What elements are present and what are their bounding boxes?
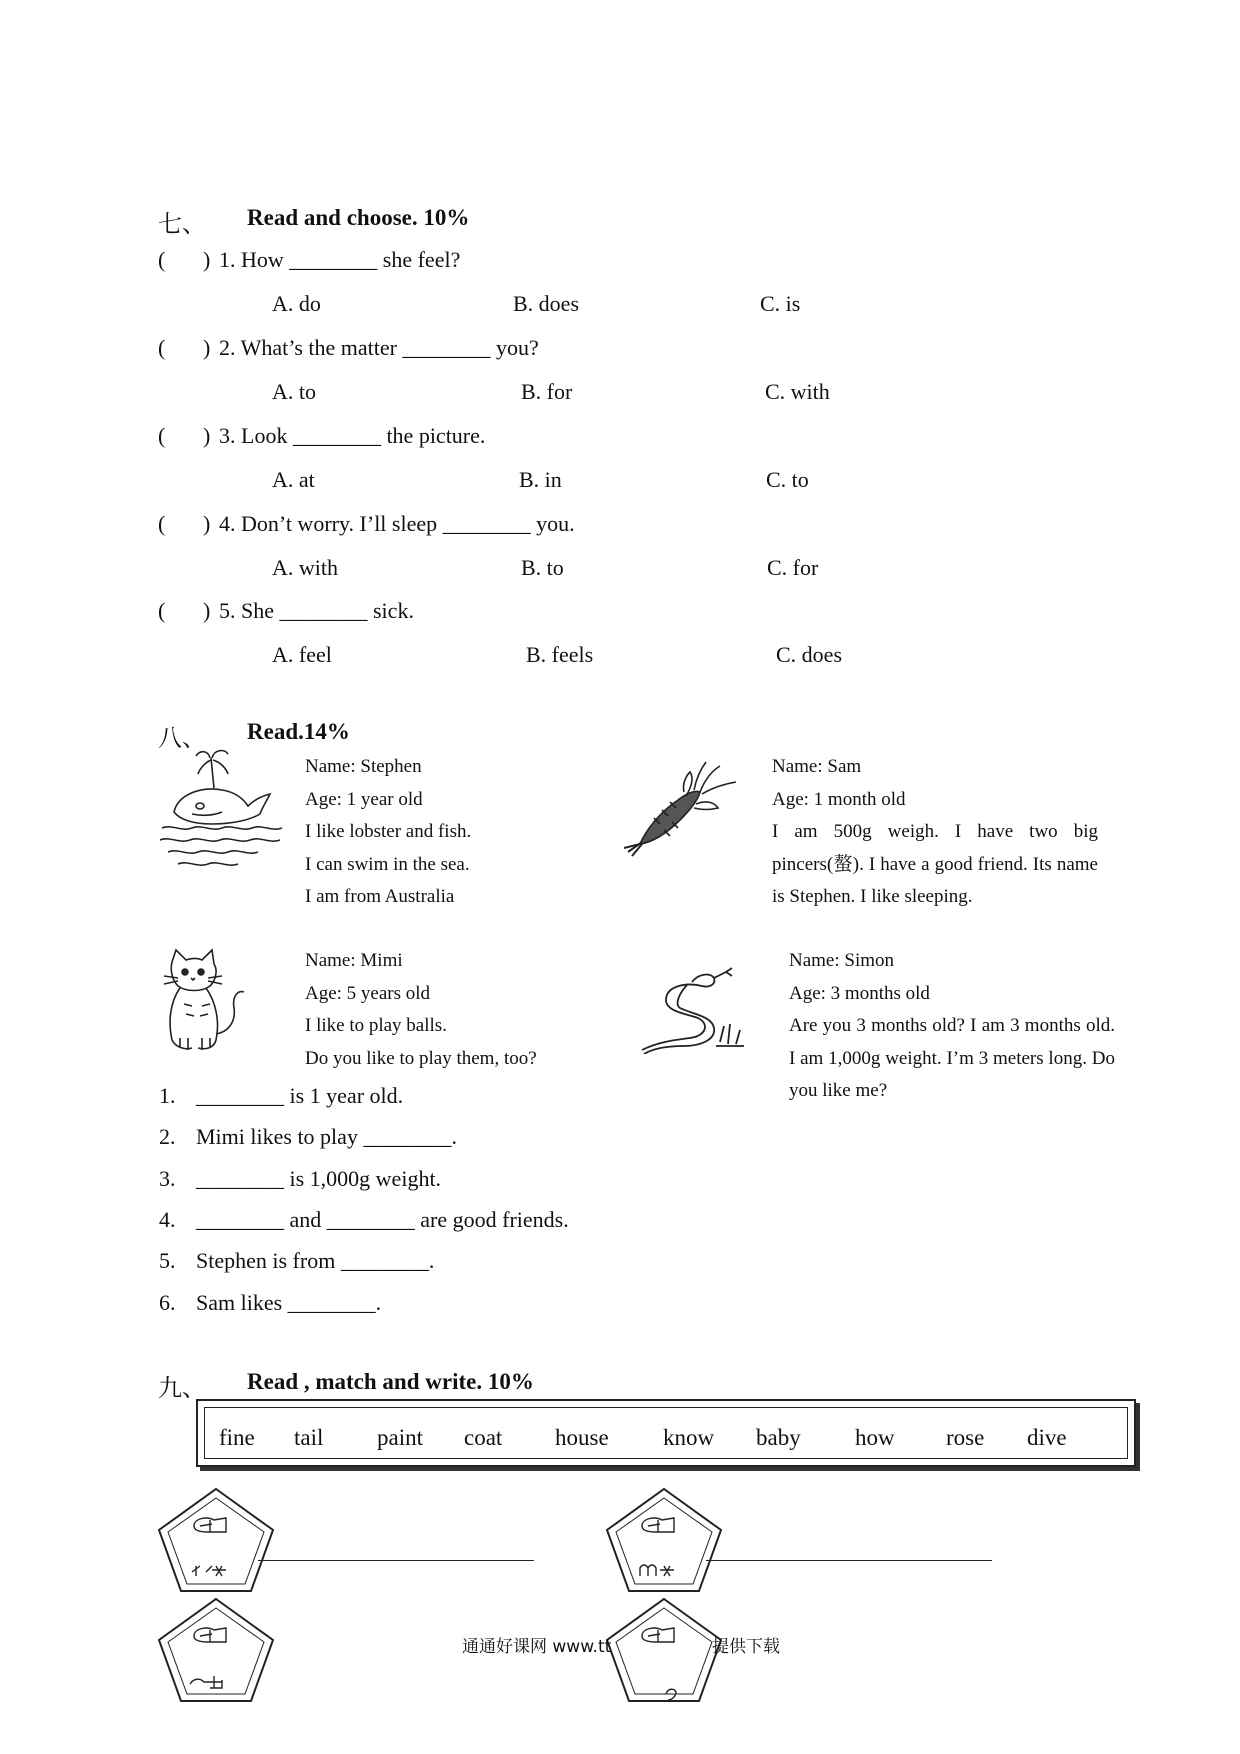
q4-text: 4. Don’t worry. I’ll sleep ________ you. — [219, 511, 575, 536]
q2-text: 2. What’s the matter ________ you? — [219, 335, 539, 360]
mimi-question: Do you like to play them, too? — [305, 1047, 537, 1069]
q2-option-a: A. to — [272, 379, 316, 404]
word-how: how — [855, 1425, 895, 1450]
fill-5-number: 5. — [159, 1248, 176, 1273]
fill-5-text: Stephen is from ________. — [196, 1248, 435, 1273]
lobster-image — [620, 760, 740, 860]
simon-name: Name: Simon — [789, 950, 895, 971]
q1-option-c: C. is — [760, 291, 801, 316]
q5-option-c: C. does — [776, 642, 842, 667]
fill-3-number: 3. — [159, 1166, 176, 1191]
sam-name: Name: Sam — [772, 756, 862, 777]
fill-1-number: 1. — [159, 1083, 176, 1108]
word-coat: coat — [464, 1425, 503, 1450]
q3-option-b: B. in — [519, 467, 562, 492]
q5-option-b: B. feels — [526, 642, 594, 667]
q2-option-b: B. for — [521, 379, 573, 404]
section-7-title: Read and choose. 10% — [247, 205, 470, 230]
q1-close-paren: ) — [203, 247, 211, 272]
word-baby: baby — [756, 1425, 801, 1450]
q4-open-paren: ( — [158, 511, 166, 536]
word-paint: paint — [377, 1425, 423, 1450]
q4-option-c: C. for — [767, 555, 819, 580]
section-9-title: Read , match and write. 10% — [247, 1369, 534, 1394]
pentagon-3 — [156, 1596, 276, 1704]
card-simon — [789, 945, 930, 1010]
q2-open-paren: ( — [158, 335, 166, 360]
sam-age: Age: 1 month old — [772, 788, 906, 810]
q5-open-paren: ( — [158, 598, 166, 623]
pentagon-2 — [604, 1486, 724, 1594]
q1-text: 1. How ________ she feel? — [219, 247, 461, 272]
q1-open-paren: ( — [158, 247, 166, 272]
cat-image — [158, 948, 250, 1056]
q5-option-a: A. feel — [272, 642, 332, 667]
q4-close-paren: ) — [203, 511, 211, 536]
section-9-number: 九、 — [158, 1376, 206, 1402]
answer-line-1[interactable] — [258, 1560, 534, 1561]
q5-close-paren: ) — [203, 598, 211, 623]
pentagon-4 — [604, 1596, 724, 1704]
section-8-title: Read.14% — [247, 719, 350, 744]
q2-close-paren: ) — [203, 335, 211, 360]
mimi-name: Name: Mimi — [305, 950, 403, 971]
mimi-age: Age: 5 years old — [305, 982, 431, 1004]
simon-description: Are you 3 months old? I am 3 months old. I am 1,000g weight. I’m 3 meters long. Do you like me? — [789, 1015, 1115, 1101]
q5-text: 5. She ________ sick. — [219, 598, 414, 623]
section-7-number: 七、 — [158, 212, 206, 238]
q3-option-a: A. at — [272, 467, 315, 492]
q3-open-paren: ( — [158, 423, 166, 448]
card-stephen — [305, 751, 471, 914]
card-mimi — [305, 945, 537, 1075]
stephen-name: Name: Stephen — [305, 756, 422, 777]
word-dive: dive — [1027, 1425, 1067, 1450]
q3-option-c: C. to — [766, 467, 809, 492]
q1-option-a: A. do — [272, 291, 321, 316]
q1-option-b: B. does — [513, 291, 579, 316]
q4-option-b: B. to — [521, 555, 564, 580]
sam-description: I am 500g weigh. I have two big pincers(螯). I have a good friend. Its name is Stephen. I like sleeping. — [772, 821, 1098, 907]
fill-4-text: ________ and ________ are good friends. — [196, 1207, 569, 1232]
answer-line-2[interactable] — [706, 1560, 992, 1561]
q4-option-a: A. with — [272, 555, 338, 580]
stephen-swim: I can swim in the sea. — [305, 853, 470, 875]
stephen-age: Age: 1 year old — [305, 788, 423, 810]
stephen-from: I am from Australia — [305, 886, 455, 907]
fill-1-text: ________ is 1 year old. — [196, 1083, 404, 1108]
q3-close-paren: ) — [203, 423, 211, 448]
pentagon-1 — [156, 1486, 276, 1594]
fill-2-text: Mimi likes to play ________. — [196, 1124, 457, 1149]
footer-source-text: 通通好课网 www.tt — [462, 1637, 612, 1657]
fill-6-text: Sam likes ________. — [196, 1290, 382, 1315]
word-rose: rose — [946, 1425, 985, 1450]
card-sam — [772, 751, 906, 816]
word-tail: tail — [294, 1425, 324, 1450]
snake-image — [640, 964, 750, 1054]
fill-3-text: ________ is 1,000g weight. — [196, 1166, 442, 1191]
fill-6-number: 6. — [159, 1290, 176, 1315]
simon-age: Age: 3 months old — [789, 982, 930, 1004]
q3-text: 3. Look ________ the picture. — [219, 423, 486, 448]
fill-2-number: 2. — [159, 1124, 176, 1149]
q2-option-c: C. with — [765, 379, 830, 404]
mimi-likes: I like to play balls. — [305, 1015, 447, 1036]
word-fine: fine — [219, 1425, 255, 1450]
word-know: know — [663, 1425, 715, 1450]
whale-image — [158, 748, 286, 872]
section-8-number: 八、 — [158, 726, 206, 752]
word-house: house — [555, 1425, 609, 1450]
footer-download-text: 提供下载 — [712, 1637, 780, 1657]
fill-4-number: 4. — [159, 1207, 176, 1232]
stephen-likes: I like lobster and fish. — [305, 821, 472, 842]
